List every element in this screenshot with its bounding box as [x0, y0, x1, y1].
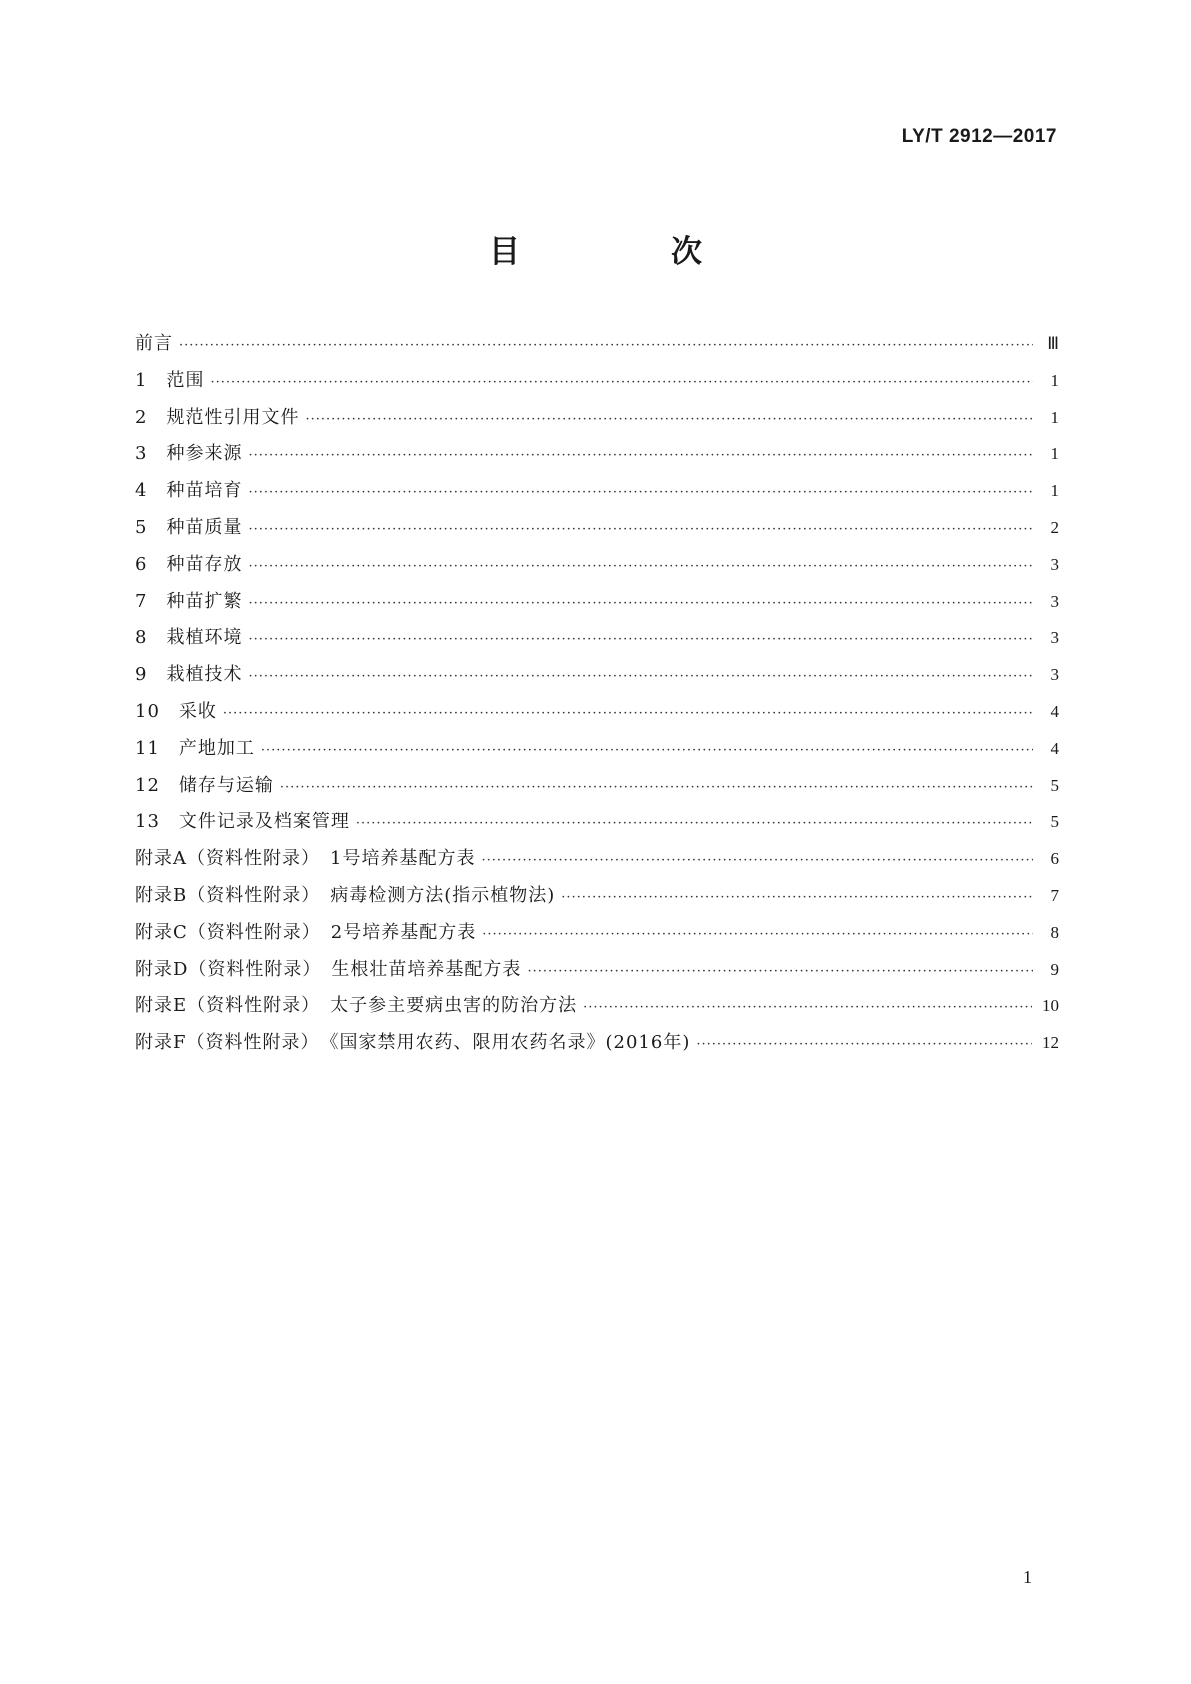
dot-leader	[696, 1027, 1032, 1064]
toc-entry[interactable]	[135, 436, 1059, 473]
dot-leader	[179, 328, 1033, 365]
dot-leader	[248, 659, 1033, 696]
toc-entry-page: 5	[1050, 812, 1059, 832]
toc-entry[interactable]	[135, 400, 1059, 437]
toc-entry-page: 4	[1050, 738, 1059, 758]
toc-entry-page: 1	[1050, 407, 1059, 427]
toc-entry[interactable]	[135, 473, 1059, 510]
toc-entry[interactable]	[135, 1025, 1059, 1062]
toc-entry[interactable]	[135, 841, 1059, 878]
toc-entry-page: 1	[1050, 370, 1059, 390]
toc-entry-page: 2	[1050, 517, 1059, 537]
dot-leader	[223, 696, 1033, 733]
toc-entry-label: 附录A（资料性附录） 1号培养基配方表	[135, 848, 476, 870]
dot-leader	[527, 954, 1033, 991]
toc-entry-page: 3	[1050, 628, 1059, 648]
dot-leader	[583, 990, 1032, 1027]
toc-entry[interactable]	[135, 731, 1059, 768]
page-title: 目 次	[489, 234, 762, 270]
toc-entry[interactable]	[135, 988, 1059, 1025]
dot-leader	[210, 365, 1033, 402]
toc-entry[interactable]	[135, 952, 1059, 989]
toc-entry-label: 附录D（资料性附录） 生根壮苗培养基配方表	[135, 958, 522, 980]
dot-leader	[248, 475, 1033, 512]
toc-entry-label: 3 种参来源	[135, 443, 243, 465]
dot-leader	[482, 917, 1033, 954]
toc-entry-page: 3	[1050, 554, 1059, 574]
toc-entry-page: 3	[1050, 591, 1059, 611]
toc-entry-page: Ⅲ	[1047, 334, 1059, 353]
toc-entry[interactable]	[135, 510, 1059, 547]
dot-leader	[481, 843, 1033, 880]
toc-entry-label: 2 规范性引用文件	[135, 406, 300, 428]
toc-entry-page: 8	[1050, 922, 1059, 942]
toc-entry[interactable]	[135, 768, 1059, 805]
toc-entry-page: 3	[1050, 665, 1059, 685]
toc-entry-page: 1	[1050, 481, 1059, 501]
toc-entry-label: 附录B（资料性附录） 病毒检测方法(指示植物法)	[135, 884, 556, 906]
toc-entry[interactable]	[135, 915, 1059, 952]
toc-entry-page: 1	[1050, 444, 1059, 464]
toc-entry[interactable]	[135, 694, 1059, 731]
toc-entry-label: 附录E（资料性附录） 太子参主要病虫害的防治方法	[135, 995, 578, 1017]
toc-entry-page: 12	[1042, 1033, 1059, 1053]
standard-code: LY/T 2912—2017	[901, 126, 1057, 147]
dot-leader	[305, 402, 1033, 439]
toc-entry-page: 4	[1050, 701, 1059, 721]
dot-leader	[356, 806, 1033, 843]
toc-entry-label: 附录C（资料性附录） 2号培养基配方表	[135, 921, 477, 943]
toc-entry-label: 1 范围	[135, 369, 205, 391]
toc-entry-label: 6 种苗存放	[135, 553, 243, 575]
dot-leader	[248, 512, 1033, 549]
page-number: 1	[1023, 1567, 1032, 1587]
toc-entry-label: 5 种苗质量	[135, 516, 243, 538]
toc-entry-label: 8 栽植环境	[135, 627, 243, 649]
toc-entry-page: 10	[1042, 996, 1059, 1016]
toc-entry-label: 前言	[135, 333, 173, 354]
toc-entry[interactable]	[135, 804, 1059, 841]
dot-leader	[280, 770, 1033, 807]
toc-entry-label: 11 产地加工	[135, 737, 255, 759]
toc-entry-page: 5	[1050, 775, 1059, 795]
toc-entry[interactable]	[135, 363, 1059, 400]
toc-entry[interactable]	[135, 657, 1059, 694]
toc-entry-label: 9 栽植技术	[135, 664, 243, 686]
dot-leader	[261, 733, 1033, 770]
toc-entry-label: 10 采收	[135, 700, 217, 722]
toc-entry-page: 6	[1050, 849, 1059, 869]
toc-entry-label: 4 种苗培育	[135, 480, 243, 502]
dot-leader	[248, 622, 1033, 659]
toc-entry[interactable]	[135, 326, 1059, 363]
toc-entry-label: 12 储存与运输	[135, 774, 274, 796]
toc-entry-label: 13 文件记录及档案管理	[135, 811, 350, 833]
toc-entry[interactable]	[135, 584, 1059, 621]
dot-leader	[561, 880, 1033, 917]
dot-leader	[248, 586, 1033, 623]
toc-entry-page: 9	[1050, 959, 1059, 979]
toc-entry[interactable]	[135, 620, 1059, 657]
dot-leader	[248, 549, 1033, 586]
toc-entry-page: 7	[1050, 885, 1059, 905]
dot-leader	[248, 438, 1033, 475]
toc-entry-label: 7 种苗扩繁	[135, 590, 243, 612]
toc-entry[interactable]	[135, 878, 1059, 915]
table-of-contents	[135, 326, 1059, 1062]
toc-entry[interactable]	[135, 547, 1059, 584]
toc-entry-label: 附录F（资料性附录） 《国家禁用农药、限用农药名录》(2016年)	[135, 1032, 691, 1054]
